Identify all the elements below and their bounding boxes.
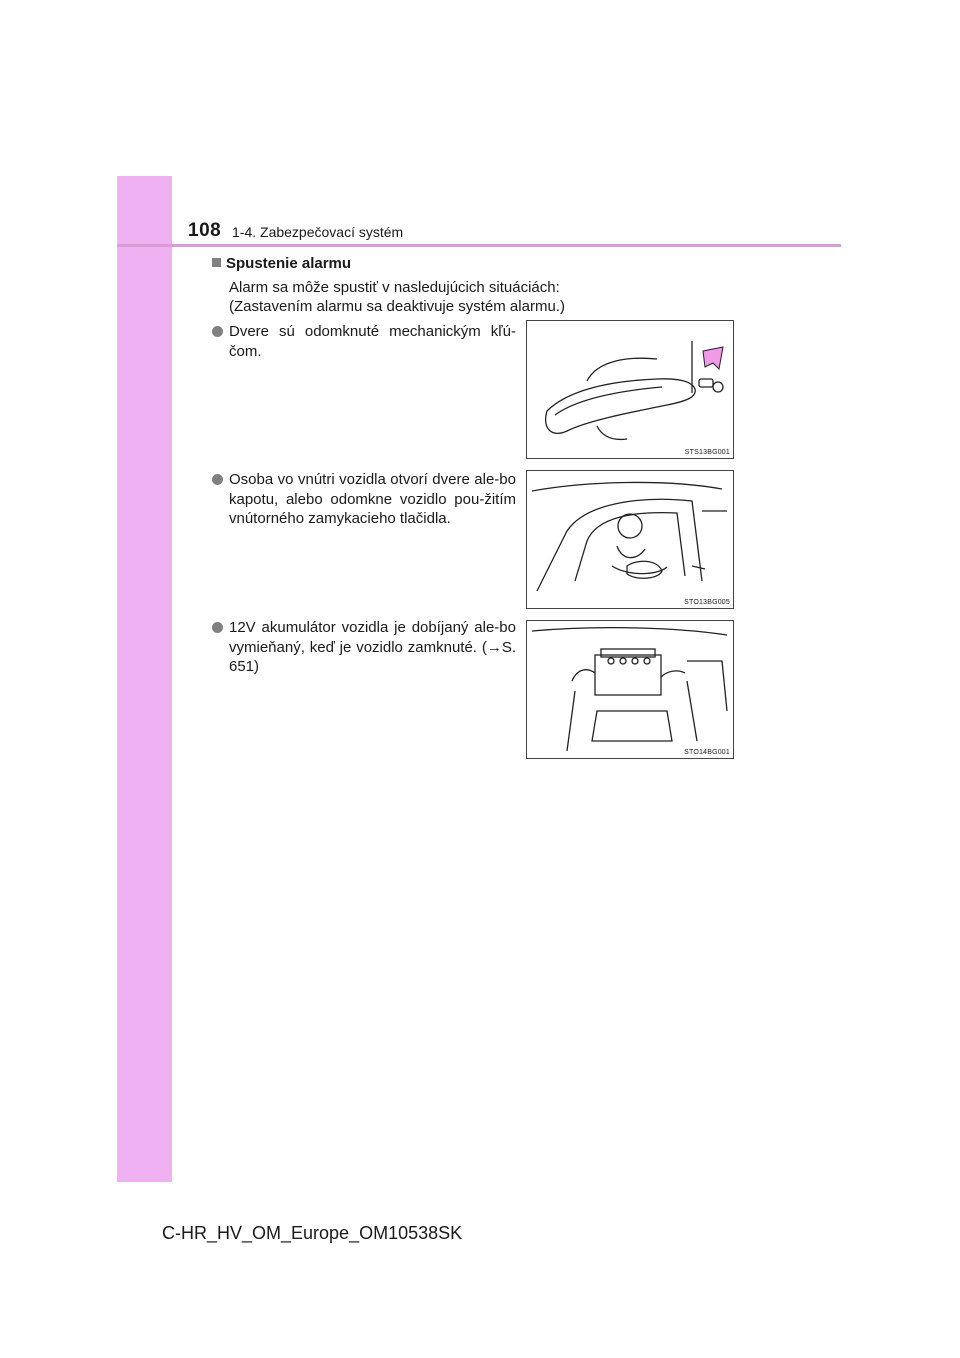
figure-code: STO14BG001 bbox=[684, 749, 730, 756]
list-item bbox=[212, 470, 516, 529]
section-intro bbox=[229, 278, 565, 316]
list-item bbox=[212, 618, 516, 677]
circle-bullet-icon bbox=[212, 622, 223, 633]
document-code: C-HR_HV_OM_Europe_OM10538SK bbox=[162, 1223, 463, 1243]
intro-line: (Zastavením alarmu sa deaktivuje systém alarmu.) bbox=[229, 298, 565, 315]
person-inside-car-illustration bbox=[527, 471, 733, 608]
section-heading-text: Spustenie alarmu bbox=[226, 255, 352, 272]
figure-code: STS13BG001 bbox=[684, 449, 730, 456]
circle-bullet-icon bbox=[212, 326, 223, 337]
figure-door-handle-key bbox=[526, 320, 734, 459]
figure-person-inside-car bbox=[526, 470, 734, 609]
header-divider bbox=[117, 244, 841, 247]
figure-code: STO13BG005 bbox=[684, 599, 730, 606]
figure-battery-replacement bbox=[526, 620, 734, 759]
battery-replacement-illustration bbox=[527, 621, 733, 758]
chapter-title: 1-4. Zabezpečovací systém bbox=[232, 224, 404, 240]
section-heading bbox=[212, 255, 351, 272]
list-item-text: Osoba vo vnútri vozidla otvorí dvere ale-bo kapotu, alebo odomkne vozidlo pou-žitím vnútorného zamykacieho tlačidla. bbox=[229, 471, 516, 527]
list-item bbox=[212, 322, 516, 361]
sidebar-tab bbox=[117, 176, 172, 1182]
square-bullet-icon bbox=[212, 258, 221, 267]
circle-bullet-icon bbox=[212, 474, 223, 485]
door-handle-key-illustration bbox=[527, 321, 733, 458]
list-item-text: 12V akumulátor vozidla je dobíjaný ale-bo vymieňaný, keď je vozidlo zamknuté. (→S. 651) bbox=[229, 619, 516, 675]
list-item-text: Dvere sú odomknuté mechanickým kľú-čom. bbox=[229, 323, 516, 360]
intro-line: Alarm sa môže spustiť v nasledujúcich situáciách: bbox=[229, 279, 560, 296]
page-number: 108 bbox=[188, 220, 222, 241]
